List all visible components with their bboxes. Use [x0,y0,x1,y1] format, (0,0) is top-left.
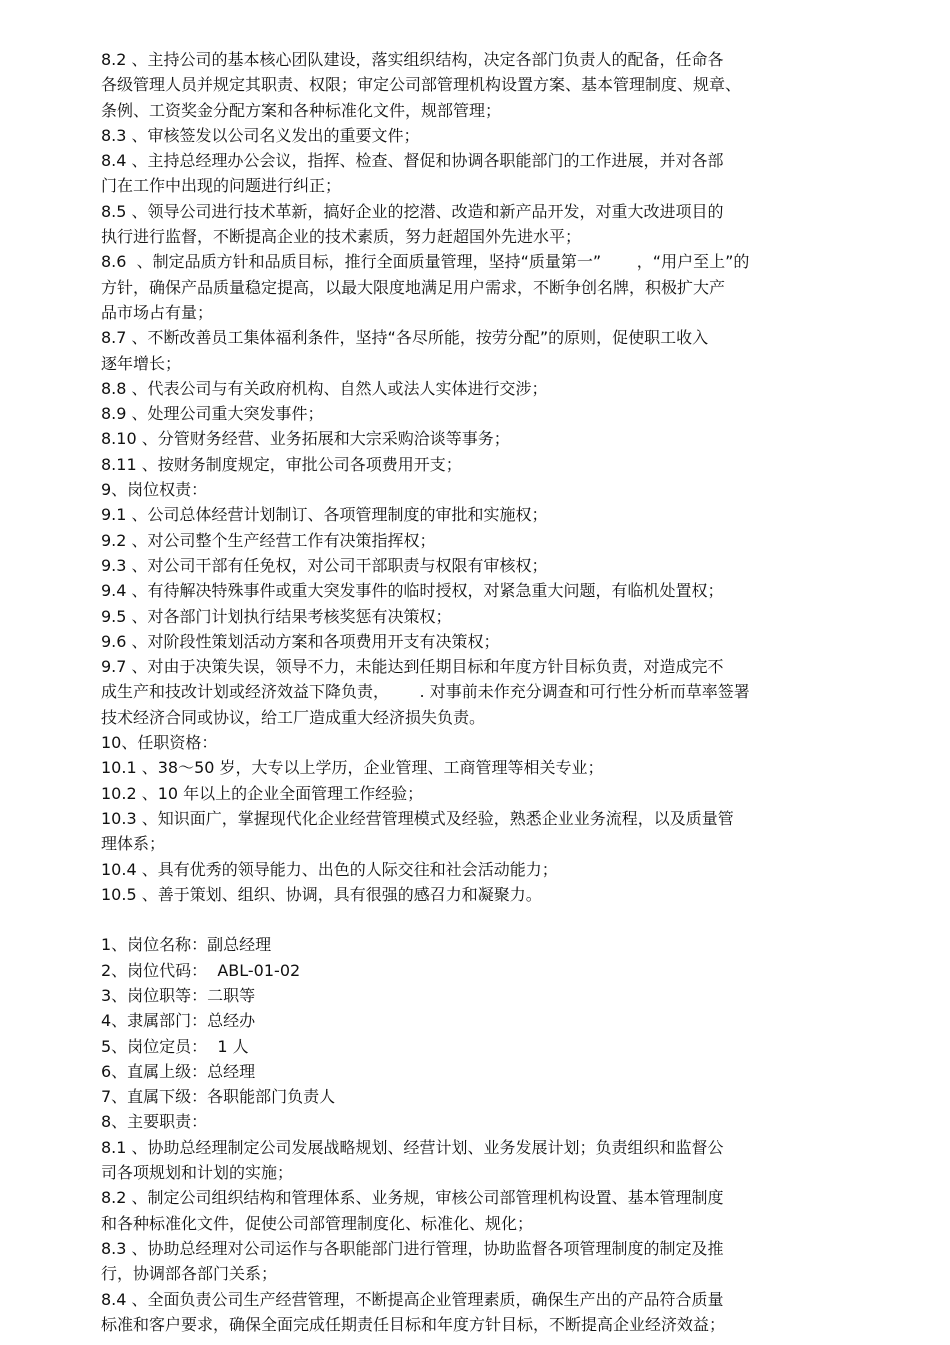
blank-line [101,907,846,932]
text-line: 8.6 、制定品质方针和品质目标，推行全面质量管理，坚持“质量第一” ，“用户至上”的 [101,252,750,272]
text-line: 8.2 、主持公司的基本核心团队建设，落实组织结构，决定各部门负责人的配备，任命各 [101,50,724,69]
text-line: 9.2 、对公司整个生产经营工作有决策指挥权； [101,530,436,550]
text-line: 方针，确保产品质量稳定提高，以最大限度地满足用户需求，不断争创名牌，积极扩大产 [101,277,726,297]
text-line: 9.1 、公司总体经营计划制订、各项管理制度的审批和实施权； [101,505,548,525]
text-line: 10、任职资格： [101,733,218,753]
text-line: 8.4 、主持总经理办公会议，指挥、检查、督促和协调各职能部门的工作进展，并对各部 [101,151,724,171]
text-line: 8.4 、全面负责公司生产经营管理，不断提高企业管理素质，确保生产出的产品符合质量 [101,1289,724,1309]
text-line: 8.9 、处理公司重大突发事件； [101,404,324,424]
text-line: 逐年增长； [101,353,182,373]
text-line: 条例、工资奖金分配方案和各种标准化文件，规部管理； [101,100,502,120]
text-line: 8.1 、协助总经理制定公司发展战略规划、经营计划、业务发展计划；负责组织和监督公 [101,1137,724,1157]
text-line: 10.4 、具有优秀的领导能力、出色的人际交往和社会活动能力； [101,859,558,879]
text-line: 8.2 、制定公司组织结构和管理体系、业务规，审核公司部管理机构设置、基本管理制度 [101,1188,724,1208]
text-line: 5、岗位定员： 1 人 [101,1036,249,1056]
text-line: 9.3 、对公司干部有任免权，对公司干部职责与权限有审核权； [101,555,548,575]
text-line: 8、主要职责： [101,1112,208,1132]
text-line: 品市场占有量； [101,302,214,322]
text-line: 9、岗位权责： [101,480,208,500]
text-line: 8.8 、代表公司与有关政府机构、自然人或法人实体进行交涉； [101,378,548,398]
text-line: 10.3 、知识面广，掌握现代化企业经营管理模式及经验，熟悉企业业务流程，以及质量管 [101,808,734,828]
text-line: 3、岗位职等：二职等 [101,985,256,1005]
text-line: 和各种标准化文件，促使公司部管理制度化、标准化、规化； [101,1213,534,1233]
text-line: 行，协调部各部门关系； [101,1264,278,1284]
text-line: 10.5 、善于策划、组织、协调，具有很强的感召力和凝聚力。 [101,884,542,904]
text-line: 技术经济合同或协议，给工厂造成重大经济损失负责。 [101,707,486,727]
text-line: 8.3 、审核签发以公司名义发出的重要文件； [101,125,420,145]
text-line: 9.5 、对各部门计划执行结果考核奖惩有决策权； [101,606,452,626]
text-line: 8.7 、不断改善员工集体福利条件，坚持“各尽所能，按劳分配”的原则，促使职工收入 [101,328,709,348]
text-line: 理体系； [101,834,166,854]
text-line: 2、岗位代码： ABL-01-02 [101,960,301,980]
document-body [101,47,846,1337]
text-line: 各级管理人员并规定其职责、权限；审定公司部管理机构设置方案、基本管理制度、规章、 [101,75,742,95]
text-line: 9.7 、对由于决策失误，领导不力，未能达到任期目标和年度方针目标负责，对造成完不 [101,657,724,677]
text-line: 6、直属上级：总经理 [101,1061,256,1081]
text-line: 8.5 、领导公司进行技术革新，搞好企业的挖潜、改造和新产品开发，对重大改进项目的 [101,201,724,221]
text-line: 10.1 、38～50 岁，大专以上学历，企业管理、工商管理等相关专业； [101,758,604,778]
text-line: 8.10 、分管财务经营、业务拓展和大宗采购洽谈等事务； [101,429,510,449]
text-line: 8.3 、协助总经理对公司运作与各职能部门进行管理，协助监督各项管理制度的制定及推 [101,1238,724,1258]
text-line: 1、岗位名称：副总经理 [101,935,272,955]
text-line: 标准和客户要求，确保全面完成任期责任目标和年度方针目标，不断提高企业经济效益； [101,1314,726,1334]
text-line: 成生产和技改计划或经济效益下降负责， . 对事前未作充分调查和可行性分析而草率签署 [101,682,750,702]
text-line: 9.4 、有待解决特殊事件或重大突发事件的临时授权，对紧急重大问题，有临机处置权； [101,581,724,601]
text-line: 8.11 、按财务制度规定，审批公司各项费用开支； [101,454,462,474]
text-line: 执行进行监督，不断提高企业的技术素质，努力赶超国外先进水平； [101,227,582,247]
text-line: 司各项规划和计划的实施； [101,1163,294,1183]
text-line: 7、直属下级：各职能部门负责人 [101,1087,336,1107]
text-line: 9.6 、对阶段性策划活动方案和各项费用开支有决策权； [101,631,500,651]
text-line: 门在工作中出现的问题进行纠正； [101,176,342,196]
text-line: 4、隶属部门：总经办 [101,1011,256,1031]
text-line: 10.2 、10 年以上的企业全面管理工作经验； [101,783,424,803]
